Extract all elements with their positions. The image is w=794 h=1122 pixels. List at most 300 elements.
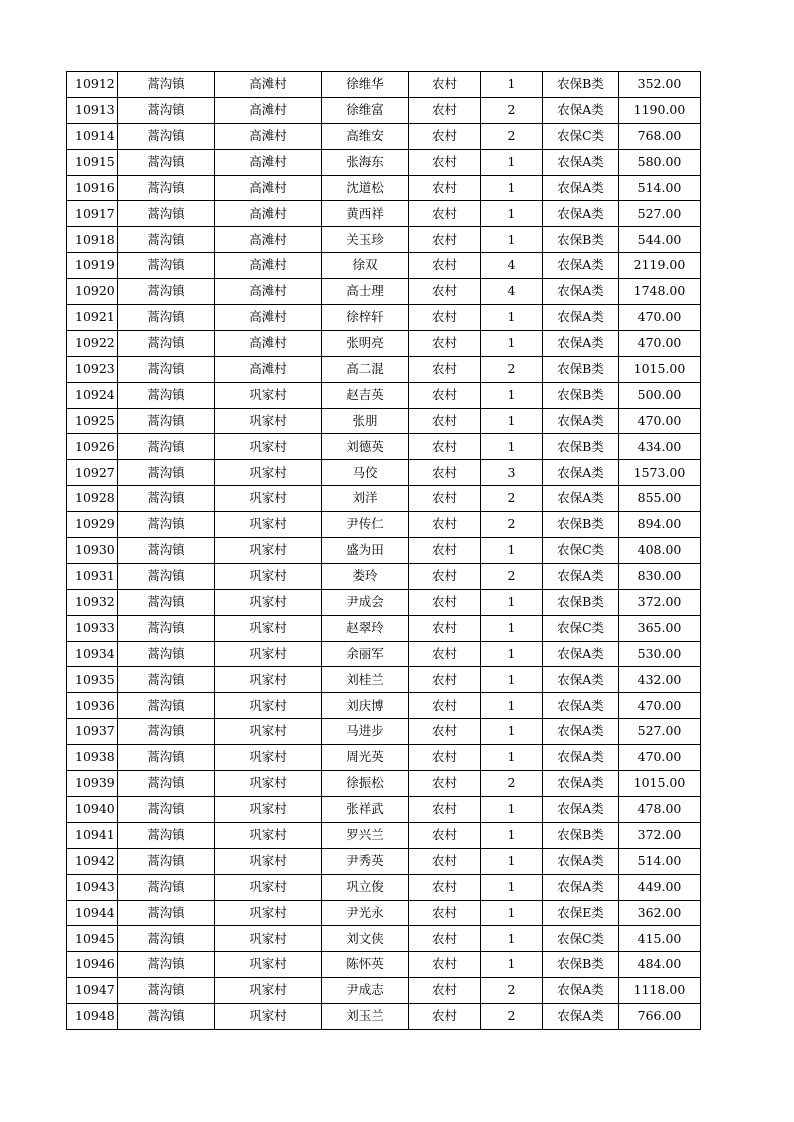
name-cell: 徐双 xyxy=(322,253,409,279)
people-count-cell: 2 xyxy=(481,1004,543,1030)
serial-number-cell: 10922 xyxy=(67,330,118,356)
village-cell: 巩家村 xyxy=(215,796,322,822)
table-row xyxy=(67,848,701,874)
table-row xyxy=(67,486,701,512)
serial-number-cell: 10929 xyxy=(67,512,118,538)
category-cell: 农保B类 xyxy=(543,227,619,253)
amount-cell: 478.00 xyxy=(619,796,701,822)
household-type-cell: 农村 xyxy=(409,279,481,305)
name-cell: 高维安 xyxy=(322,123,409,149)
town-cell: 蒿沟镇 xyxy=(118,952,215,978)
name-cell: 刘桂兰 xyxy=(322,667,409,693)
town-cell: 蒿沟镇 xyxy=(118,149,215,175)
amount-cell: 768.00 xyxy=(619,123,701,149)
name-cell: 徐振松 xyxy=(322,771,409,797)
serial-number-cell: 10915 xyxy=(67,149,118,175)
town-cell: 蒿沟镇 xyxy=(118,253,215,279)
village-cell: 高滩村 xyxy=(215,201,322,227)
household-type-cell: 农村 xyxy=(409,460,481,486)
serial-number-cell: 10913 xyxy=(67,97,118,123)
amount-cell: 470.00 xyxy=(619,408,701,434)
amount-cell: 514.00 xyxy=(619,848,701,874)
people-count-cell: 1 xyxy=(481,434,543,460)
people-count-cell: 1 xyxy=(481,926,543,952)
people-count-cell: 1 xyxy=(481,900,543,926)
town-cell: 蒿沟镇 xyxy=(118,796,215,822)
name-cell: 刘洋 xyxy=(322,486,409,512)
household-type-cell: 农村 xyxy=(409,201,481,227)
village-cell: 巩家村 xyxy=(215,771,322,797)
table-row xyxy=(67,123,701,149)
table-row xyxy=(67,874,701,900)
town-cell: 蒿沟镇 xyxy=(118,874,215,900)
people-count-cell: 2 xyxy=(481,123,543,149)
category-cell: 农保C类 xyxy=(543,926,619,952)
village-cell: 巩家村 xyxy=(215,382,322,408)
category-cell: 农保B类 xyxy=(543,512,619,538)
people-count-cell: 1 xyxy=(481,149,543,175)
town-cell: 蒿沟镇 xyxy=(118,589,215,615)
serial-number-cell: 10936 xyxy=(67,693,118,719)
village-cell: 巩家村 xyxy=(215,486,322,512)
serial-number-cell: 10932 xyxy=(67,589,118,615)
village-cell: 巩家村 xyxy=(215,848,322,874)
household-type-cell: 农村 xyxy=(409,149,481,175)
household-type-cell: 农村 xyxy=(409,408,481,434)
name-cell: 陈怀英 xyxy=(322,952,409,978)
serial-number-cell: 10937 xyxy=(67,719,118,745)
category-cell: 农保A类 xyxy=(543,97,619,123)
amount-cell: 766.00 xyxy=(619,1004,701,1030)
amount-cell: 500.00 xyxy=(619,382,701,408)
amount-cell: 432.00 xyxy=(619,667,701,693)
category-cell: 农保A类 xyxy=(543,693,619,719)
household-type-cell: 农村 xyxy=(409,227,481,253)
name-cell: 盛为田 xyxy=(322,538,409,564)
household-type-cell: 农村 xyxy=(409,641,481,667)
category-cell: 农保A类 xyxy=(543,874,619,900)
amount-cell: 1748.00 xyxy=(619,279,701,305)
people-count-cell: 2 xyxy=(481,771,543,797)
table-row xyxy=(67,305,701,331)
name-cell: 高二混 xyxy=(322,356,409,382)
village-cell: 巩家村 xyxy=(215,952,322,978)
town-cell: 蒿沟镇 xyxy=(118,615,215,641)
amount-cell: 1015.00 xyxy=(619,771,701,797)
table-row xyxy=(67,279,701,305)
name-cell: 张明亮 xyxy=(322,330,409,356)
table-row xyxy=(67,253,701,279)
household-type-cell: 农村 xyxy=(409,356,481,382)
village-cell: 高滩村 xyxy=(215,149,322,175)
people-count-cell: 1 xyxy=(481,382,543,408)
serial-number-cell: 10939 xyxy=(67,771,118,797)
category-cell: 农保B类 xyxy=(543,952,619,978)
amount-cell: 527.00 xyxy=(619,201,701,227)
category-cell: 农保A类 xyxy=(543,330,619,356)
village-cell: 巩家村 xyxy=(215,719,322,745)
household-type-cell: 农村 xyxy=(409,822,481,848)
town-cell: 蒿沟镇 xyxy=(118,745,215,771)
village-cell: 巩家村 xyxy=(215,512,322,538)
village-cell: 巩家村 xyxy=(215,926,322,952)
village-cell: 巩家村 xyxy=(215,615,322,641)
town-cell: 蒿沟镇 xyxy=(118,1004,215,1030)
town-cell: 蒿沟镇 xyxy=(118,538,215,564)
household-type-cell: 农村 xyxy=(409,589,481,615)
category-cell: 农保A类 xyxy=(543,253,619,279)
serial-number-cell: 10927 xyxy=(67,460,118,486)
town-cell: 蒿沟镇 xyxy=(118,693,215,719)
category-cell: 农保B类 xyxy=(543,589,619,615)
amount-cell: 408.00 xyxy=(619,538,701,564)
village-cell: 巩家村 xyxy=(215,563,322,589)
people-count-cell: 1 xyxy=(481,848,543,874)
town-cell: 蒿沟镇 xyxy=(118,667,215,693)
name-cell: 高士理 xyxy=(322,279,409,305)
amount-cell: 470.00 xyxy=(619,330,701,356)
name-cell: 赵吉英 xyxy=(322,382,409,408)
household-type-cell: 农村 xyxy=(409,486,481,512)
people-count-cell: 1 xyxy=(481,667,543,693)
amount-cell: 362.00 xyxy=(619,900,701,926)
household-type-cell: 农村 xyxy=(409,874,481,900)
table-row xyxy=(67,1004,701,1030)
category-cell: 农保A类 xyxy=(543,460,619,486)
serial-number-cell: 10948 xyxy=(67,1004,118,1030)
table-row xyxy=(67,356,701,382)
town-cell: 蒿沟镇 xyxy=(118,978,215,1004)
serial-number-cell: 10921 xyxy=(67,305,118,331)
table-row xyxy=(67,641,701,667)
village-cell: 高滩村 xyxy=(215,175,322,201)
amount-cell: 1015.00 xyxy=(619,356,701,382)
household-type-cell: 农村 xyxy=(409,796,481,822)
town-cell: 蒿沟镇 xyxy=(118,563,215,589)
serial-number-cell: 10935 xyxy=(67,667,118,693)
category-cell: 农保C类 xyxy=(543,615,619,641)
household-type-cell: 农村 xyxy=(409,305,481,331)
name-cell: 刘玉兰 xyxy=(322,1004,409,1030)
table-row xyxy=(67,460,701,486)
amount-cell: 2119.00 xyxy=(619,253,701,279)
table-row xyxy=(67,693,701,719)
table-row xyxy=(67,719,701,745)
serial-number-cell: 10933 xyxy=(67,615,118,641)
town-cell: 蒿沟镇 xyxy=(118,305,215,331)
household-type-cell: 农村 xyxy=(409,330,481,356)
people-count-cell: 1 xyxy=(481,72,543,98)
people-count-cell: 1 xyxy=(481,175,543,201)
serial-number-cell: 10919 xyxy=(67,253,118,279)
category-cell: 农保B类 xyxy=(543,382,619,408)
category-cell: 农保E类 xyxy=(543,900,619,926)
household-type-cell: 农村 xyxy=(409,719,481,745)
household-type-cell: 农村 xyxy=(409,123,481,149)
people-count-cell: 2 xyxy=(481,512,543,538)
serial-number-cell: 10944 xyxy=(67,900,118,926)
household-type-cell: 农村 xyxy=(409,97,481,123)
table-row xyxy=(67,434,701,460)
category-cell: 农保A类 xyxy=(543,201,619,227)
table-row xyxy=(67,408,701,434)
town-cell: 蒿沟镇 xyxy=(118,72,215,98)
town-cell: 蒿沟镇 xyxy=(118,512,215,538)
name-cell: 尹光永 xyxy=(322,900,409,926)
people-count-cell: 1 xyxy=(481,952,543,978)
town-cell: 蒿沟镇 xyxy=(118,97,215,123)
category-cell: 农保A类 xyxy=(543,149,619,175)
town-cell: 蒿沟镇 xyxy=(118,434,215,460)
name-cell: 张朋 xyxy=(322,408,409,434)
household-type-cell: 农村 xyxy=(409,693,481,719)
town-cell: 蒿沟镇 xyxy=(118,460,215,486)
people-count-cell: 2 xyxy=(481,563,543,589)
amount-cell: 544.00 xyxy=(619,227,701,253)
category-cell: 农保A类 xyxy=(543,771,619,797)
name-cell: 马佼 xyxy=(322,460,409,486)
category-cell: 农保B类 xyxy=(543,822,619,848)
village-cell: 巩家村 xyxy=(215,874,322,900)
people-count-cell: 1 xyxy=(481,201,543,227)
category-cell: 农保B类 xyxy=(543,356,619,382)
town-cell: 蒿沟镇 xyxy=(118,719,215,745)
serial-number-cell: 10917 xyxy=(67,201,118,227)
people-count-cell: 1 xyxy=(481,615,543,641)
town-cell: 蒿沟镇 xyxy=(118,382,215,408)
table-body xyxy=(67,72,701,1030)
table-row xyxy=(67,227,701,253)
table-row xyxy=(67,330,701,356)
household-type-cell: 农村 xyxy=(409,538,481,564)
village-cell: 高滩村 xyxy=(215,330,322,356)
category-cell: 农保A类 xyxy=(543,745,619,771)
name-cell: 巩立俊 xyxy=(322,874,409,900)
household-type-cell: 农村 xyxy=(409,978,481,1004)
people-count-cell: 2 xyxy=(481,978,543,1004)
village-cell: 高滩村 xyxy=(215,356,322,382)
people-count-cell: 1 xyxy=(481,796,543,822)
household-type-cell: 农村 xyxy=(409,72,481,98)
town-cell: 蒿沟镇 xyxy=(118,201,215,227)
table-row xyxy=(67,149,701,175)
village-cell: 巩家村 xyxy=(215,978,322,1004)
table-row xyxy=(67,900,701,926)
amount-cell: 470.00 xyxy=(619,693,701,719)
village-cell: 巩家村 xyxy=(215,641,322,667)
village-cell: 巩家村 xyxy=(215,745,322,771)
village-cell: 高滩村 xyxy=(215,279,322,305)
category-cell: 农保A类 xyxy=(543,796,619,822)
serial-number-cell: 10945 xyxy=(67,926,118,952)
village-cell: 高滩村 xyxy=(215,123,322,149)
town-cell: 蒿沟镇 xyxy=(118,227,215,253)
household-type-cell: 农村 xyxy=(409,771,481,797)
table-row xyxy=(67,771,701,797)
category-cell: 农保A类 xyxy=(543,848,619,874)
serial-number-cell: 10916 xyxy=(67,175,118,201)
category-cell: 农保C类 xyxy=(543,123,619,149)
people-count-cell: 1 xyxy=(481,874,543,900)
household-type-cell: 农村 xyxy=(409,900,481,926)
name-cell: 张海东 xyxy=(322,149,409,175)
category-cell: 农保A类 xyxy=(543,978,619,1004)
people-count-cell: 1 xyxy=(481,641,543,667)
town-cell: 蒿沟镇 xyxy=(118,900,215,926)
category-cell: 农保A类 xyxy=(543,175,619,201)
household-type-cell: 农村 xyxy=(409,926,481,952)
amount-cell: 580.00 xyxy=(619,149,701,175)
amount-cell: 365.00 xyxy=(619,615,701,641)
household-type-cell: 农村 xyxy=(409,615,481,641)
category-cell: 农保A类 xyxy=(543,641,619,667)
town-cell: 蒿沟镇 xyxy=(118,356,215,382)
town-cell: 蒿沟镇 xyxy=(118,641,215,667)
amount-cell: 470.00 xyxy=(619,745,701,771)
people-count-cell: 3 xyxy=(481,460,543,486)
town-cell: 蒿沟镇 xyxy=(118,279,215,305)
household-type-cell: 农村 xyxy=(409,1004,481,1030)
table-row xyxy=(67,589,701,615)
category-cell: 农保B类 xyxy=(543,72,619,98)
category-cell: 农保A类 xyxy=(543,719,619,745)
name-cell: 沈道松 xyxy=(322,175,409,201)
people-count-cell: 1 xyxy=(481,589,543,615)
serial-number-cell: 10918 xyxy=(67,227,118,253)
name-cell: 徐维富 xyxy=(322,97,409,123)
amount-cell: 855.00 xyxy=(619,486,701,512)
name-cell: 尹秀英 xyxy=(322,848,409,874)
people-count-cell: 2 xyxy=(481,97,543,123)
village-cell: 巩家村 xyxy=(215,822,322,848)
village-cell: 高滩村 xyxy=(215,227,322,253)
amount-cell: 1118.00 xyxy=(619,978,701,1004)
serial-number-cell: 10924 xyxy=(67,382,118,408)
serial-number-cell: 10914 xyxy=(67,123,118,149)
amount-cell: 894.00 xyxy=(619,512,701,538)
household-type-cell: 农村 xyxy=(409,175,481,201)
table-row xyxy=(67,538,701,564)
people-count-cell: 2 xyxy=(481,486,543,512)
household-type-cell: 农村 xyxy=(409,848,481,874)
household-type-cell: 农村 xyxy=(409,512,481,538)
serial-number-cell: 10912 xyxy=(67,72,118,98)
name-cell: 罗兴兰 xyxy=(322,822,409,848)
serial-number-cell: 10938 xyxy=(67,745,118,771)
amount-cell: 372.00 xyxy=(619,589,701,615)
village-cell: 高滩村 xyxy=(215,305,322,331)
amount-cell: 434.00 xyxy=(619,434,701,460)
amount-cell: 415.00 xyxy=(619,926,701,952)
people-count-cell: 1 xyxy=(481,745,543,771)
town-cell: 蒿沟镇 xyxy=(118,771,215,797)
serial-number-cell: 10942 xyxy=(67,848,118,874)
serial-number-cell: 10920 xyxy=(67,279,118,305)
serial-number-cell: 10941 xyxy=(67,822,118,848)
town-cell: 蒿沟镇 xyxy=(118,175,215,201)
table-row xyxy=(67,615,701,641)
name-cell: 刘文侠 xyxy=(322,926,409,952)
village-cell: 巩家村 xyxy=(215,900,322,926)
household-type-cell: 农村 xyxy=(409,563,481,589)
village-cell: 巩家村 xyxy=(215,1004,322,1030)
village-cell: 高滩村 xyxy=(215,253,322,279)
name-cell: 刘德英 xyxy=(322,434,409,460)
household-type-cell: 农村 xyxy=(409,253,481,279)
town-cell: 蒿沟镇 xyxy=(118,926,215,952)
category-cell: 农保A类 xyxy=(543,305,619,331)
household-type-cell: 农村 xyxy=(409,382,481,408)
table-row xyxy=(67,201,701,227)
amount-cell: 830.00 xyxy=(619,563,701,589)
category-cell: 农保A类 xyxy=(543,667,619,693)
name-cell: 赵翠玲 xyxy=(322,615,409,641)
village-cell: 巩家村 xyxy=(215,460,322,486)
serial-number-cell: 10926 xyxy=(67,434,118,460)
name-cell: 刘庆博 xyxy=(322,693,409,719)
people-count-cell: 2 xyxy=(481,356,543,382)
people-count-cell: 1 xyxy=(481,330,543,356)
amount-cell: 514.00 xyxy=(619,175,701,201)
table-row xyxy=(67,978,701,1004)
name-cell: 尹传仁 xyxy=(322,512,409,538)
table-row xyxy=(67,667,701,693)
serial-number-cell: 10943 xyxy=(67,874,118,900)
table-row xyxy=(67,175,701,201)
serial-number-cell: 10930 xyxy=(67,538,118,564)
table-row xyxy=(67,97,701,123)
table-row xyxy=(67,952,701,978)
record-table xyxy=(66,71,701,1030)
category-cell: 农保A类 xyxy=(543,486,619,512)
village-cell: 巩家村 xyxy=(215,434,322,460)
name-cell: 徐维华 xyxy=(322,72,409,98)
village-cell: 高滩村 xyxy=(215,97,322,123)
name-cell: 徐梓轩 xyxy=(322,305,409,331)
town-cell: 蒿沟镇 xyxy=(118,123,215,149)
table-row xyxy=(67,822,701,848)
town-cell: 蒿沟镇 xyxy=(118,330,215,356)
town-cell: 蒿沟镇 xyxy=(118,848,215,874)
village-cell: 巩家村 xyxy=(215,408,322,434)
table-row xyxy=(67,72,701,98)
household-type-cell: 农村 xyxy=(409,434,481,460)
serial-number-cell: 10934 xyxy=(67,641,118,667)
serial-number-cell: 10925 xyxy=(67,408,118,434)
village-cell: 巩家村 xyxy=(215,538,322,564)
amount-cell: 352.00 xyxy=(619,72,701,98)
serial-number-cell: 10923 xyxy=(67,356,118,382)
amount-cell: 1573.00 xyxy=(619,460,701,486)
amount-cell: 530.00 xyxy=(619,641,701,667)
name-cell: 周光英 xyxy=(322,745,409,771)
table-row xyxy=(67,563,701,589)
category-cell: 农保A类 xyxy=(543,279,619,305)
village-cell: 巩家村 xyxy=(215,667,322,693)
category-cell: 农保A类 xyxy=(543,563,619,589)
amount-cell: 449.00 xyxy=(619,874,701,900)
people-count-cell: 1 xyxy=(481,693,543,719)
town-cell: 蒿沟镇 xyxy=(118,486,215,512)
village-cell: 巩家村 xyxy=(215,589,322,615)
household-type-cell: 农村 xyxy=(409,745,481,771)
serial-number-cell: 10940 xyxy=(67,796,118,822)
category-cell: 农保B类 xyxy=(543,434,619,460)
people-count-cell: 1 xyxy=(481,408,543,434)
village-cell: 巩家村 xyxy=(215,693,322,719)
people-count-cell: 1 xyxy=(481,822,543,848)
amount-cell: 470.00 xyxy=(619,305,701,331)
